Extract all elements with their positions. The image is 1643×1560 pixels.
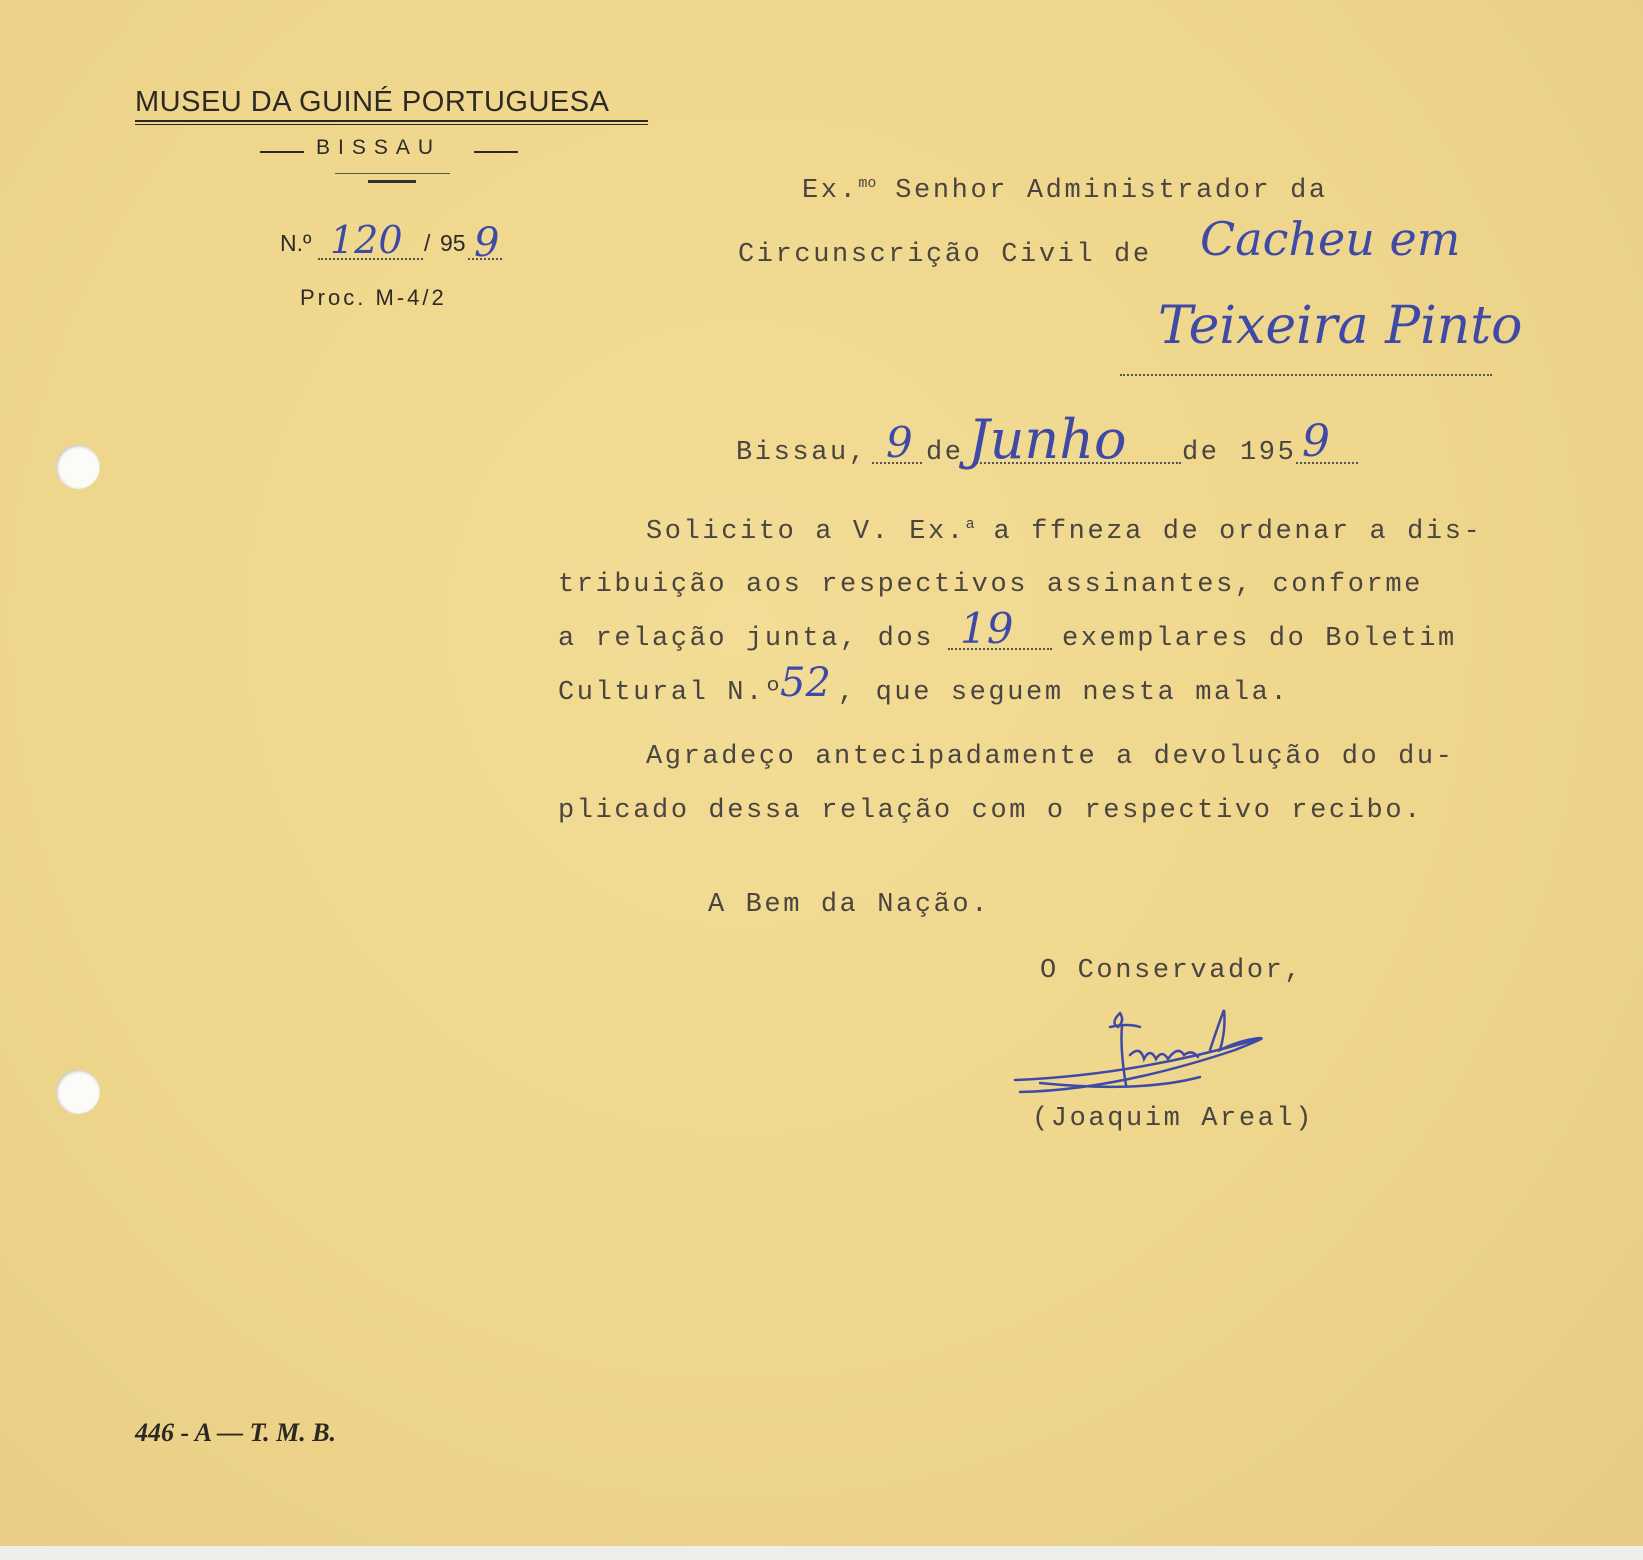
body-line-3-a: a relação junta, dos [558, 624, 935, 654]
punch-hole-top [56, 445, 100, 489]
body-line-6: plicado dessa relação com o respectivo recibo. [558, 796, 1423, 826]
addressee-handwritten-1: Cacheu em [1200, 212, 1461, 266]
date-month: Junho [968, 408, 1127, 471]
body-line-1-b: a ffneza de ordenar a dis- [974, 517, 1483, 547]
body-bulletin-number: 52 [780, 660, 831, 706]
date-year-prefix: 195 [1240, 438, 1297, 468]
body-line-4-a: Cultural N.º [558, 678, 784, 708]
date-day: 9 [886, 418, 913, 467]
date-de-2: de [1182, 438, 1220, 468]
reference-number-label: N.º [280, 230, 312, 256]
handwritten-signature [1010, 1005, 1330, 1105]
letterhead-dash-right [474, 151, 518, 153]
addressee-line-2: Circunscrição Civil de [738, 240, 1152, 270]
letterhead-underline [335, 173, 450, 174]
letterhead-underline-bold [368, 180, 416, 183]
addressee-dots [1120, 374, 1492, 376]
closing-salutation: A Bem da Nação. [708, 890, 991, 920]
letterhead-museum-name: MUSEU DA GUINÉ PORTUGUESA [135, 86, 610, 118]
body-line-1-a: Solicito a V. Ex. [646, 517, 966, 547]
reference-year-digit: 9 [474, 220, 500, 266]
letterhead-dash-left [260, 151, 304, 153]
date-year-digit: 9 [1302, 416, 1330, 467]
body-copies-count: 19 [960, 604, 1014, 653]
addressee-title-rest: Senhor Administrador da [895, 176, 1328, 206]
addressee-handwritten-2: Teixeira Pinto [1158, 296, 1523, 356]
letterhead-rule-thin [135, 124, 648, 125]
form-code: 446 - A — T. M. B. [135, 1418, 337, 1447]
reference-year-slash: / [424, 230, 431, 256]
body-line-1 [646, 516, 1482, 547]
body-line-2: tribuição aos respectivos assinantes, conforme [558, 570, 1423, 600]
closing-role: O Conservador, [1040, 956, 1304, 986]
reference-number-value: 120 [330, 218, 403, 262]
body-line-5: Agradeço antecipadamente a devolução do du- [646, 742, 1455, 772]
letterhead-city: BISSAU [316, 136, 442, 159]
addressee-line-1 [802, 175, 1328, 206]
body-line-1-sup: a [965, 516, 975, 533]
reference-year-prefix: 95 [440, 230, 466, 256]
process-reference: Proc. M-4/2 [300, 285, 447, 310]
addressee-title-abbr: Ex. [802, 176, 859, 206]
letterhead-rule [135, 120, 648, 122]
punch-hole-bottom [56, 1070, 100, 1114]
date-de-1: de [926, 438, 964, 468]
scan-edge [0, 1546, 1643, 1560]
body-line-4-b: , que seguem nesta mala. [838, 678, 1290, 708]
date-city: Bissau, [736, 438, 868, 468]
signatory-name: (Joaquim Areal) [1032, 1104, 1315, 1134]
body-line-3-b: exemplares do Boletim [1062, 624, 1457, 654]
addressee-title-sup: mo [858, 175, 877, 192]
